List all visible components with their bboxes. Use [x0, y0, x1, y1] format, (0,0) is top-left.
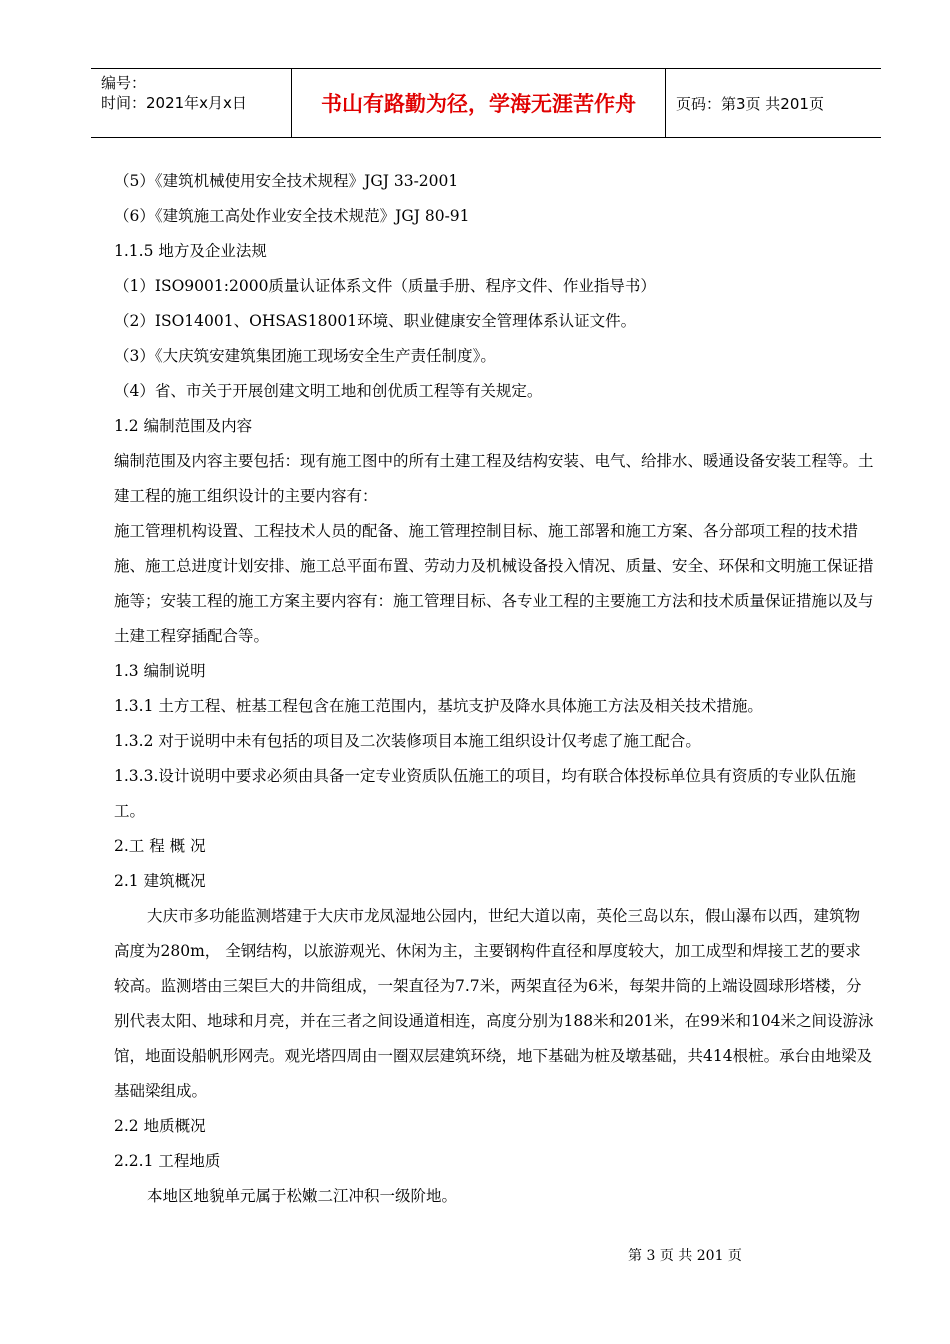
section-heading: 2.2.1 工程地质 [114, 1152, 221, 1170]
paragraph: （3）《大庆筑安建筑集团施工现场安全生产责任制度》。 [114, 347, 496, 365]
header-page-number: 页码：第3页 共201页 [676, 94, 824, 113]
document-number-label: 编号： [101, 74, 147, 92]
header-meta [91, 69, 292, 137]
paragraph: （2）ISO14001、OHSAS18001环境、职业健康安全管理体系认证文件。 [114, 312, 637, 330]
section-heading: 1.3 编制说明 [114, 662, 206, 680]
paragraph: 本地区地貌单元属于松嫩二江冲积一级阶地。 [147, 1187, 458, 1205]
paragraph: 1.3.1 土方工程、桩基工程包含在施工范围内，基坑支护及降水具体施工方法及相关技术措施。 [114, 697, 763, 715]
page-header [91, 68, 881, 138]
paragraph: （5）《建筑机械使用安全技术规程》JGJ 33-2001 [114, 172, 459, 190]
paragraph: （6）《建筑施工高处作业安全技术规范》JGJ 80-91 [114, 207, 470, 225]
paragraph: 编制范围及内容主要包括：现有施工图中的所有土建工程及结构安装、电气、给排水、暖通设备安装工程等。土建工程的施工组织设计的主要内容有： [114, 452, 874, 505]
page-footer: 第 3 页 共 201 页 [628, 1248, 742, 1264]
paragraph: 施工管理机构设置、工程技术人员的配备、施工管理控制目标、施工部署和施工方案、各分部项工程的技术措施、施工总进度计划安排、施工总平面布置、劳动力及机械设备投入情况、质量、安全、环保和文明施工保证措施等；安装工程的施工方案主要内容有：施工管理目标、各专业工程的主要施工方法和技术质量保证措施以及与土建工程穿插配合等。 [114, 522, 874, 645]
paragraph: 大庆市多功能监测塔建于大庆市龙凤湿地公园内，世纪大道以南，英伦三岛以东，假山瀑布以西，建筑物高度为280m， 全钢结构，以旅游观光、休闲为主，主要钢构件直径和厚度较大，加工成型和焊接工艺的要求较高。监测塔由三架巨大的井筒组成，一架直径为7.7米，两架直径为6米，每架井筒的上端设圆球形塔楼，分别代表太阳、地球和月亮，并在三者之间设通道相连，高度分别为188米和201米，在99米和104米之间设游泳馆，地面设船帆形网壳。观光塔四周由一圈双层建筑环绕，地下基础为桩及墩基础，共414根桩。承台由地梁及基础梁组成。 [114, 907, 874, 1100]
section-heading: 2.工 程 概 况 [114, 837, 206, 855]
paragraph: 1.3.2 对于说明中未有包括的项目及二次装修项目本施工组织设计仅考虑了施工配合。 [114, 732, 701, 750]
section-heading: 2.2 地质概况 [114, 1117, 206, 1135]
paragraph: （4）省、市关于开展创建文明工地和创优质工程等有关规定。 [114, 382, 543, 400]
section-heading: 1.2 编制范围及内容 [114, 417, 253, 435]
paragraph: 1.3.3.设计说明中要求必须由具备一定专业资质队伍施工的项目，均有联合体投标单位具有资质的专业队伍施工。 [114, 767, 856, 820]
document-time-label: 时间：2021年x月x日 [101, 94, 247, 112]
section-heading: 1.1.5 地方及企业法规 [114, 242, 267, 260]
document-body [114, 164, 874, 1214]
section-heading: 2.1 建筑概况 [114, 872, 206, 890]
paragraph: （1）ISO9001:2000质量认证体系文件（质量手册、程序文件、作业指导书） [114, 277, 656, 295]
header-motto: 书山有路勤为径，学海无涯苦作舟 [292, 69, 666, 137]
